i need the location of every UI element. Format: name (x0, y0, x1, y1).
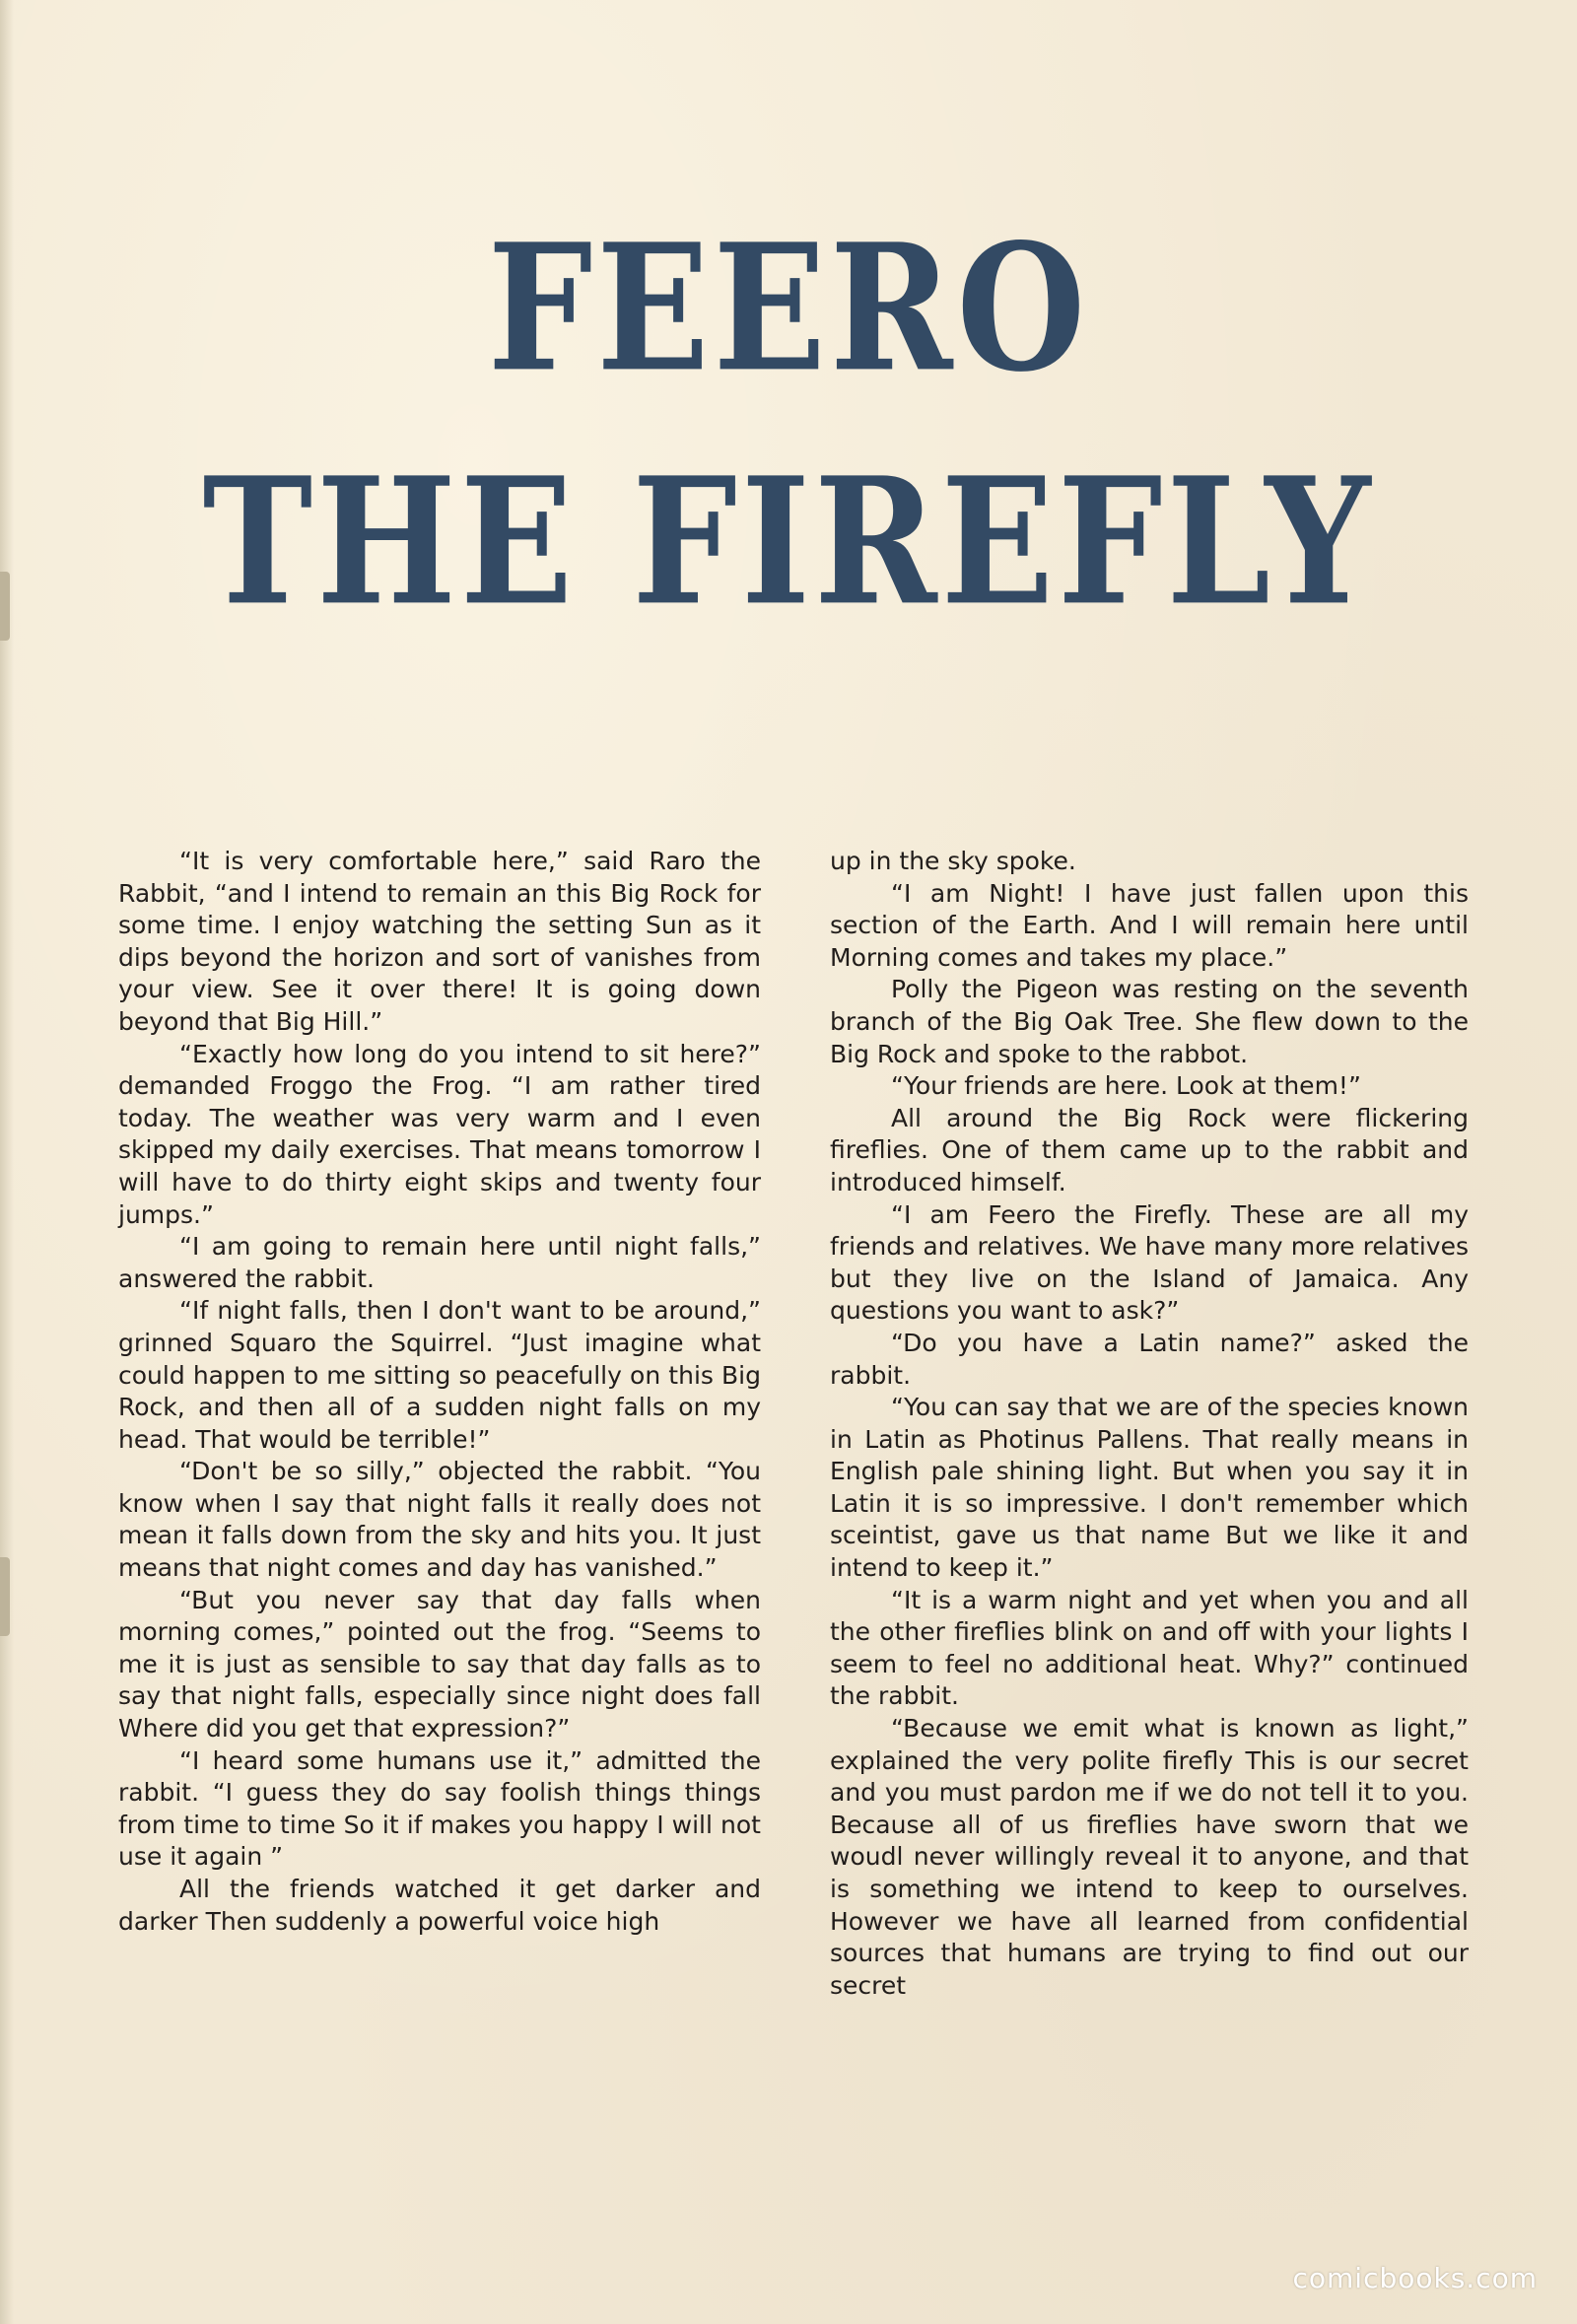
paragraph: “But you never say that day falls when morning comes,” pointed out the frog. “Seems to me it is just as sensible to say that day falls as to say that night falls, especially since night does fall Where did you get that expression?” (118, 1585, 761, 1743)
paragraph: “It is a warm night and yet when you and all the other fireflies blink on and off with your lights I seem to feel no additional heat. Why?” continued the rabbit. (830, 1585, 1469, 1711)
site-watermark: comicbooks.com (1292, 2262, 1538, 2294)
paragraph: Polly the Pigeon was resting on the seventh branch of the Big Oak Tree. She flew down to the Big Rock and spoke to the rabbot. (830, 975, 1469, 1068)
paragraph: “It is very comfortable here,” said Raro the Rabbit, “and I intend to remain an this Big Rock for some time. I enjoy watching the setting Sun as it dips beyond the horizon and sort of vanishes from your view. See it over there! It is going down beyond that Big Hill.” (118, 847, 761, 1036)
story-title-line-1: FEERO (487, 206, 1090, 411)
paragraph: “Your friends are here. Look at them!” (891, 1071, 1361, 1101)
paragraph: “Don't be so silly,” objected the rabbit. “You know when I say that night falls it really does not mean it falls down from the sky and hits you. It just means that night comes and day has vanished.” (118, 1457, 761, 1583)
paragraph: “I am Feero the Firefly. These are all my friends and relatives. We have many more relatives but they live on the Island of Jamaica. Any questions you want to ask?” (830, 1199, 1469, 1326)
paragraph: “If night falls, then I don't want to be around,” grinned Squaro the Squirrel. “Just imagine what could happen to me sitting so peacefully on this Big Rock, and then all of a sudden night falls on my head. That would be terrible!” (118, 1296, 761, 1454)
story-right-column (830, 846, 1469, 2002)
paragraph: “I am going to remain here until night falls,” answered the rabbit. (118, 1232, 761, 1293)
paragraph: All around the Big Rock were flickering fireflies. One of them came up to the rabbit and introduced himself. (830, 1103, 1469, 1196)
paragraph: “Do you have a Latin name?” asked the rabbit. (830, 1328, 1469, 1390)
page-edge-stain (0, 1557, 10, 1636)
paragraph: up in the sky spoke. (830, 847, 1076, 875)
story-title-line-2: THE FIREFLY (202, 440, 1375, 645)
paragraph: “Because we emit what is known as light,” explained the very polite firefly This is our secret and you must pardon me if we do not tell it to you. Because all of us fireflies have sworn that we woudl never willingly reveal it to anyone, and that is something we intend to keep to ourselves. However we have all learned from confidential sources that humans are trying to find out our secret (830, 1714, 1469, 2000)
paragraph: All the friends watched it get darker and darker Then suddenly a powerful voice high (118, 1875, 761, 1936)
paragraph: “You can say that we are of the species known in Latin as Photinus Pallens. That really means in English pale shining light. But when you say it in Latin it is so impressive. I don't remember which sceintist, gave us that name But we like it and intend to keep it.” (830, 1393, 1469, 1583)
story-left-column (118, 846, 761, 1938)
paragraph: “I heard some humans use it,” admitted the rabbit. “I guess they do say foolish things things from time to time So it if makes you happy I will not use it again ” (118, 1745, 761, 1872)
paragraph: “I am Night! I have just fallen upon this section of the Earth. And I will remain here until Morning comes and takes my place.” (830, 878, 1469, 972)
paragraph: “Exactly how long do you intend to sit here?” demanded Froggo the Frog. “I am rather tired today. The weather was very warm and I even skipped my daily exercises. That means tomorrow I will have to do thirty eight skips and twenty four jumps.” (118, 1039, 761, 1229)
